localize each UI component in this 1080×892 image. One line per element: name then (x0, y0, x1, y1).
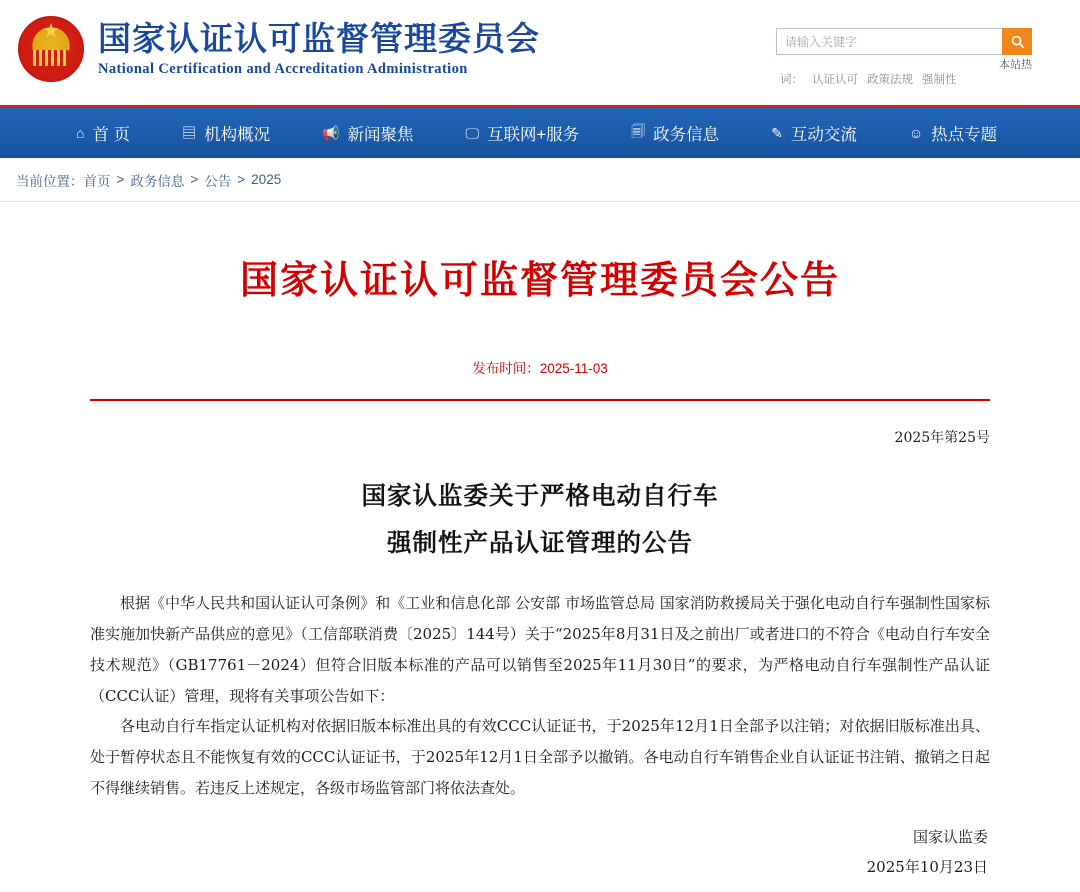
nav-label-news: 新闻聚焦 (347, 126, 414, 144)
nav-item-interaction[interactable] (745, 108, 883, 158)
publish-label: 发布时间： (472, 361, 540, 377)
hot-words (776, 71, 1032, 87)
nav-item-overview[interactable] (156, 108, 296, 158)
document-body (90, 588, 990, 803)
signature-date: 2025年10月23日 (866, 857, 988, 876)
hot-words-label: 词： (780, 74, 803, 86)
site-logo[interactable] (18, 16, 540, 82)
search-row (776, 28, 1032, 55)
monitor-icon: 🖵 (465, 124, 479, 141)
breadcrumb-item-1[interactable]: 政务信息 (130, 173, 185, 189)
site-hot-label: 本站热 (999, 59, 1032, 71)
hot-word-2[interactable]: 强制性 (922, 74, 957, 86)
building-icon: ▤ (182, 125, 197, 141)
article (0, 202, 1080, 892)
nav-item-internet-service[interactable] (440, 108, 606, 158)
document-heading-line1: 国家认监委关于严格电动自行车 (361, 481, 719, 511)
main-nav (0, 108, 1080, 158)
document-icon: 🗐 (631, 123, 646, 139)
nav-label-internet-service: 互联网+服务 (487, 126, 580, 144)
paragraph-1: 各电动自行车指定认证机构对依据旧版本标准出具的有效CCC认证证书，于2025年12月1日全部予以注销；对依据旧版标准出具、处于暂停状态且不能恢复有效的CCC认证证书，于2025年12月1日全部予以撤销。各电动自行车销售企业自认证证书注销、撤销之日起不得继续销售。若违反上述规定，各级市场监管部门将依法查处。 (90, 717, 990, 797)
search-area (776, 28, 1032, 87)
breadcrumb-sep-0: > (116, 172, 125, 187)
paragraph-0: 根据《中华人民共和国认证认可条例》和《工业和信息化部 公安部 市场监管总局 国家消防救援局关于强化电动自行车强制性国家标准实施加快新产品供应的意见》（工信部联消费〔2025〕144号）关于“2025年8月31日及之前出厂或者进口的不符合《电动自行车安全技术规范》（GB17761－2024）但符合旧版本标准的产品可以销售至2025年11月30日”的要求，为严格电动自行车强制性产品认证（CCC认证）管理，现将有关事项公告如下： (90, 594, 990, 705)
document-number: 2025年第25号 (894, 430, 990, 447)
nav-label-interaction: 互动交流 (790, 126, 857, 144)
nav-label-overview: 机构概况 (204, 126, 271, 144)
megaphone-icon: 📢 (322, 124, 340, 141)
breadcrumb-item-0[interactable]: 首页 (83, 173, 111, 189)
site-title-en: National Certification and Accreditation Administration (98, 60, 468, 77)
hot-word-0[interactable]: 认证认可 (812, 74, 858, 86)
chat-icon: ☺ (908, 125, 924, 141)
document-heading-line2: 强制性产品认证管理的公告 (387, 527, 693, 557)
nav-item-news[interactable] (296, 108, 439, 158)
breadcrumb-item-3[interactable]: 2025 (251, 172, 282, 187)
site-title-cn: 国家认证认可监督管理委员会 (98, 19, 540, 59)
nav-label-home: 首 页 (92, 126, 131, 144)
nav-item-home[interactable] (50, 108, 156, 158)
pencil-icon: ✎ (771, 124, 783, 141)
site-header (0, 0, 1080, 108)
nav-label-topics: 热点专题 (931, 126, 998, 144)
divider (90, 399, 990, 401)
search-input[interactable] (776, 28, 1002, 55)
search-icon (1010, 34, 1025, 49)
signature (90, 822, 990, 882)
breadcrumb (0, 158, 1080, 202)
nav-item-government-info[interactable] (605, 108, 745, 158)
nav-label-government-info: 政务信息 (653, 126, 720, 144)
nav-item-topics[interactable] (883, 108, 1023, 158)
national-emblem-icon (18, 16, 84, 82)
breadcrumb-sep-1: > (190, 172, 199, 187)
publish-date: 2025-11-03 (539, 361, 608, 377)
breadcrumb-sep-2: > (237, 172, 246, 187)
page-title: 国家认证认可监督管理委员会公告 (239, 258, 840, 302)
breadcrumb-item-2[interactable]: 公告 (204, 173, 232, 189)
publish-time (90, 357, 990, 377)
search-button[interactable] (1002, 28, 1032, 55)
home-icon: ⌂ (76, 125, 85, 141)
signature-org: 国家认监委 (912, 827, 988, 846)
hot-word-1[interactable]: 政策法规 (867, 74, 913, 86)
document-heading (90, 473, 990, 566)
breadcrumb-prefix: 当前位置： (16, 173, 84, 189)
